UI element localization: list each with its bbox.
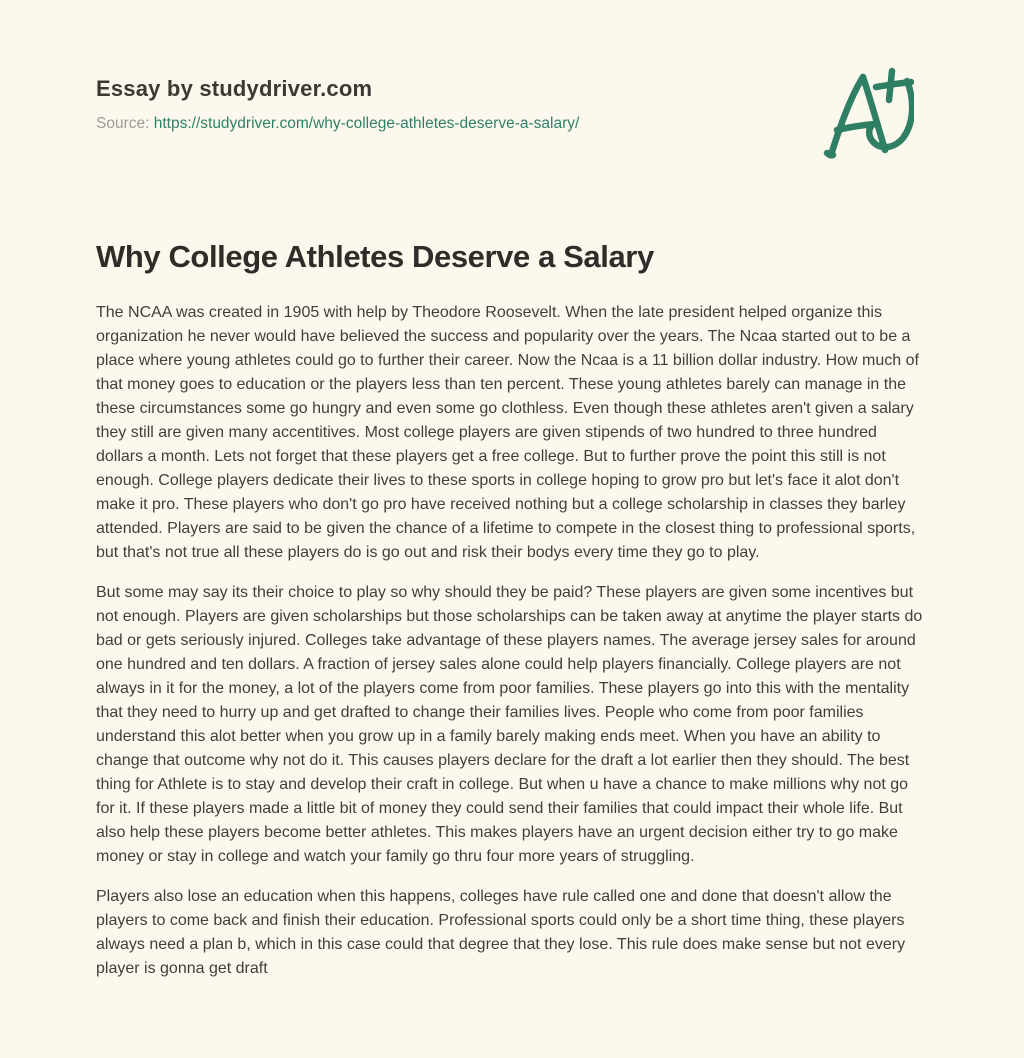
essay-paragraph-2: But some may say its their choice to play so why should they be paid? These players are given some incentives but not enough. Players are given scholarships but those scholarships can be taken away at anytime the player starts do bad or gets seriously injured. Colleges take advantage of these players names. The average jersey sales for around one hundred and ten dollars. A fraction of jersey sales alone could help players financially. College players are not always in it for the money, a lot of the players come from poor families. These players go into this with the mentality that they need to hurry up and get drafted to change their families lives. People who come from poor families understand this alot better when you grow up in a family barely making ends meet. When you have an ability to change that outcome why not do it. This causes players declare for the draft a lot earlier then they should. The best thing for Athlete is to stay and develop their craft in college. But when u have a chance to make millions why not go for it. If these players made a little bit of money they could send their families that could impact their whole life. But also help these players become better athletes. This makes players have an urgent decision either try to go make money or stay in college and watch your family go thru four more years of struggling. xyxy=(96,584,923,865)
essay-paragraph-3: Players also lose an education when this happens, colleges have rule called one and done that doesn't allow the players to come back and finish their education. Professional sports could only be a short time thing, these players always need a plan b, which in this case could that degree that they lose. This rule does make sense but not every player is gonna get draft xyxy=(96,888,906,977)
source-link[interactable]: https://studydriver.com/why-college-athletes-deserve-a-salary/ xyxy=(153,115,580,132)
essay-content xyxy=(96,0,928,981)
byline: Essay by studydriver.com xyxy=(96,76,373,101)
source-label: Source: xyxy=(96,115,150,132)
source-line xyxy=(96,115,928,133)
a-plus-logo-icon xyxy=(822,64,914,166)
page-header xyxy=(96,0,928,133)
essay-title: Why College Athletes Deserve a Salary xyxy=(96,239,654,274)
essay-body xyxy=(96,301,928,981)
essay-paragraph-1: The NCAA was created in 1905 with help by Theodore Roosevelt. When the late president helped organize this organization he never would have believed the success and popularity over the years. The Ncaa started out to be a place where young athletes could go to further their career. Now the Ncaa is a 11 billion dollar industry. How much of that money goes to education or the players less than ten percent. These young athletes barely can manage in the these circumstances some go hungry and even some go clothless. Even though these athletes aren't given a salary they still are given many accentitives. Most college players are given stipends of two hundred to three hundred dollars a month. Lets not forget that these players get a free college. But to further prove the point this still is not enough. College players dedicate their lives to these sports in college hoping to grow pro but let's face it alot don't make it pro. These players who don't go pro have received nothing but a college scholarship in classes they barley attended. Players are said to be given the chance of a lifetime to compete in the closest thing to professional sports, but that's not true all these players do is go out and risk their bodys every time they go to play. xyxy=(96,304,919,561)
